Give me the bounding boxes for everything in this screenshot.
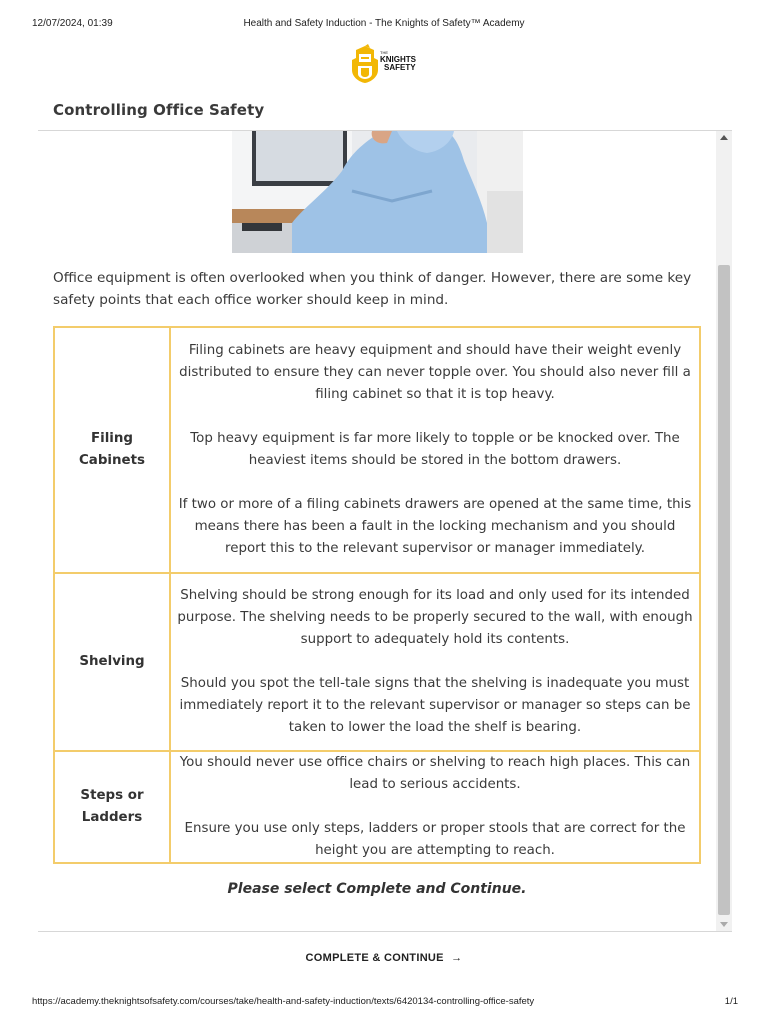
lesson-content[interactable] bbox=[38, 131, 716, 931]
row-label-shelving: Shelving bbox=[54, 573, 170, 751]
print-page-number: 1/1 bbox=[724, 996, 738, 1007]
hero-image bbox=[232, 131, 523, 253]
paragraph: You should never use office chairs or shelving to reach high places. This can lead to serious accidents. bbox=[179, 755, 691, 792]
print-page-title: Health and Safety Induction - The Knights of Safety™ Academy bbox=[243, 18, 525, 29]
table-row bbox=[54, 327, 700, 573]
row-label-filing-cabinets: Filing Cabinets bbox=[54, 327, 170, 573]
print-datetime: 12/07/2024, 01:39 bbox=[32, 18, 113, 29]
row-text-steps-or-ladders bbox=[170, 751, 700, 863]
logo-knights-text: KNIGHTS bbox=[380, 55, 416, 64]
row-label-steps-or-ladders: Steps or Ladders bbox=[54, 751, 170, 863]
paragraph: Top heavy equipment is far more likely to topple or be knocked over. The heaviest items should be stored in the bottom drawers. bbox=[190, 431, 680, 468]
paragraph: Shelving should be strong enough for its load and only used for its intended purpose. The shelving needs to be properly secured to the wall, with enough support to adequately hold its contents. bbox=[177, 588, 693, 647]
scroll-up-arrow-icon[interactable] bbox=[720, 135, 728, 140]
print-header bbox=[0, 14, 768, 34]
scrollbar-thumb[interactable] bbox=[718, 265, 730, 915]
row-text-filing-cabinets bbox=[170, 327, 700, 573]
scroll-down-arrow-icon[interactable] bbox=[720, 922, 728, 927]
table-row bbox=[54, 751, 700, 863]
knight-helmet-shield-icon bbox=[350, 44, 380, 84]
office-safety-table bbox=[53, 326, 701, 864]
logo-safety-text: SAFETY bbox=[384, 63, 416, 72]
person-stretching-at-office-desk-photo bbox=[232, 131, 523, 253]
knights-of-safety-logo bbox=[350, 44, 420, 86]
paragraph: Filing cabinets are heavy equipment and should have their weight evenly distributed to ensure they can never topple over. You should also never fill a filing cabinet so that it is top heavy. bbox=[179, 343, 691, 402]
paragraph: Ensure you use only steps, ladders or proper stools that are correct for the height you are attempting to reach. bbox=[184, 821, 686, 858]
table-row bbox=[54, 573, 700, 751]
content-scrollbar[interactable] bbox=[716, 131, 732, 931]
arrow-right-icon: → bbox=[451, 952, 463, 964]
complete-button-label: COMPLETE & CONTINUE bbox=[305, 952, 444, 964]
complete-instruction-text: Please select Complete and Continue. bbox=[227, 881, 527, 897]
complete-and-continue-button[interactable] bbox=[0, 952, 768, 964]
print-footer-url: https://academy.theknightsofsafety.com/courses/take/health-and-safety-induction/texts/6420134-controlling-office-safety bbox=[32, 996, 535, 1007]
row-text-shelving bbox=[170, 573, 700, 751]
logo-the-text: THE bbox=[380, 50, 388, 55]
paragraph: If two or more of a filing cabinets drawers are opened at the same time, this means there has been a fault in the locking mechanism and you should report this to the relevant supervisor or manager immediately. bbox=[178, 497, 692, 556]
lesson-title: Controlling Office Safety bbox=[53, 101, 265, 119]
paragraph: Should you spot the tell-tale signs that the shelving is inadequate you must immediately report it to the relevant supervisor or manager so steps can be taken to lower the load the shelf is bearing. bbox=[179, 676, 691, 735]
lesson-intro-text: Office equipment is often overlooked when you think of danger. However, there are some key safety points that each office worker should keep in mind. bbox=[53, 270, 692, 308]
footer-divider bbox=[38, 931, 732, 932]
